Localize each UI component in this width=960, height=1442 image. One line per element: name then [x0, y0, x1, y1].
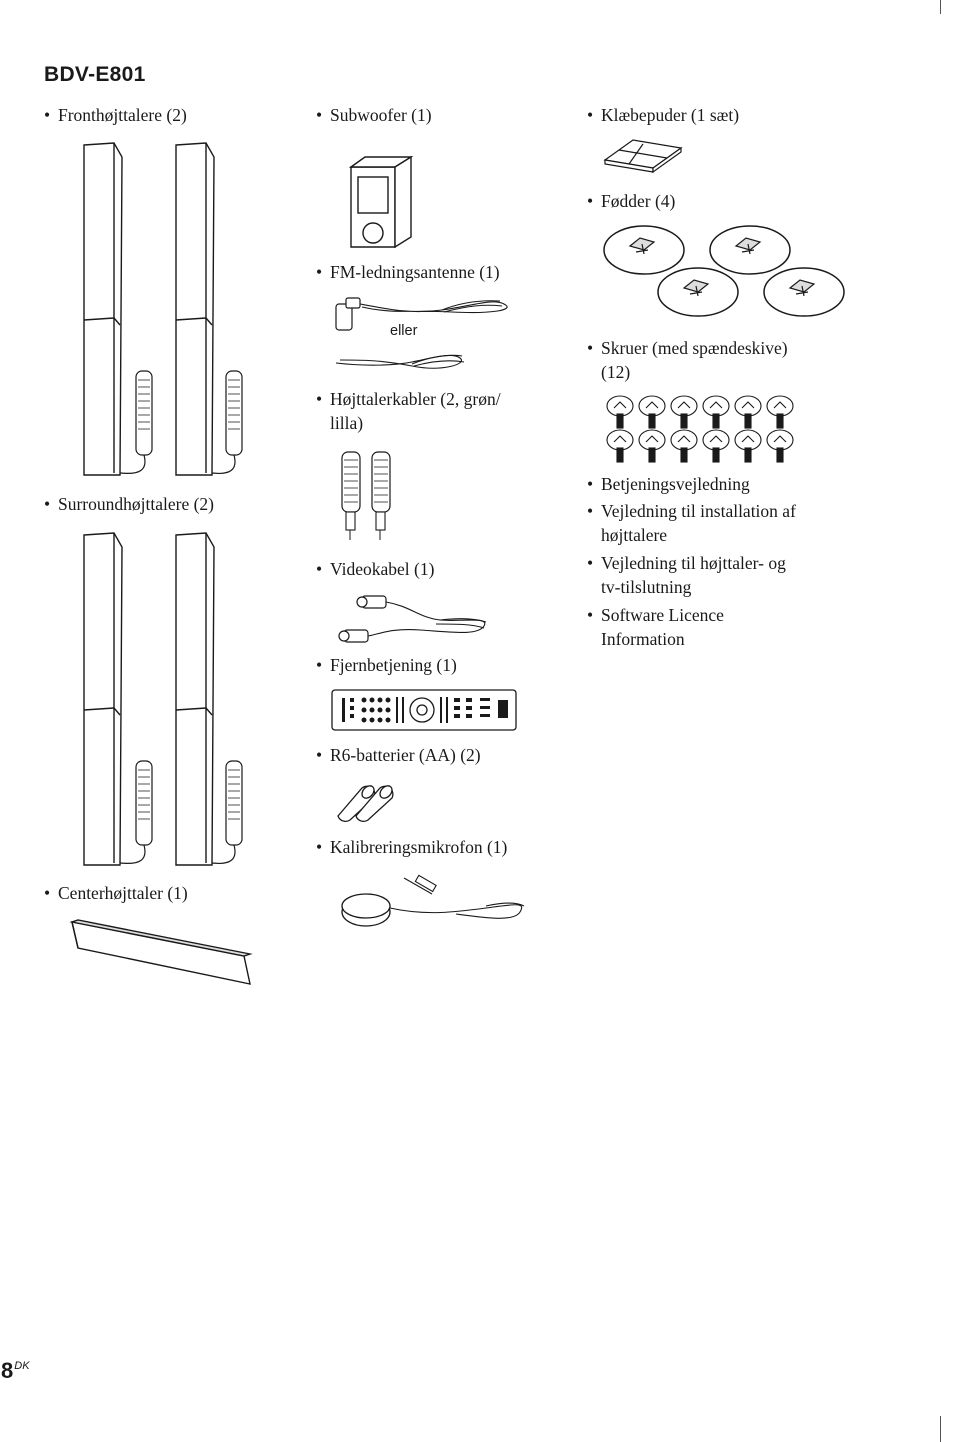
feet-illustration	[600, 222, 850, 322]
model-title: BDV-E801	[44, 63, 146, 86]
fm-antenna-illustration	[332, 292, 512, 337]
item-feet: • Fødder (4)	[587, 191, 676, 211]
speaker-cables-illustration	[336, 448, 416, 548]
remote-illustration	[330, 688, 520, 732]
item-connection-guide: • Vejledning til højttaler- og tv-tilslutning	[587, 553, 786, 597]
item-center-speaker: • Centerhøjttaler (1)	[44, 883, 188, 903]
item-surround-speakers: • Surroundhøjttalere (2)	[44, 494, 214, 514]
item-screws: • Skruer (med spændeskive) (12)	[587, 338, 788, 382]
screws-illustration	[604, 394, 804, 464]
page-number: $8^{DK}$	[1, 1358, 30, 1383]
item-batteries: • R6-batterier (AA) (2)	[316, 745, 481, 765]
item-operating-instructions: • Betjeningsvejledning	[587, 474, 750, 494]
item-video-cable: • Videokabel (1)	[316, 559, 435, 579]
item-fm-antenna: • FM-ledningsantenne (1)	[316, 262, 500, 282]
item-software-licence: • Software Licence Information	[587, 605, 724, 649]
center-speaker-illustration	[70, 918, 260, 988]
crop-mark-top	[940, 0, 941, 14]
item-speaker-cables: • Højttalerkabler (2, grøn/ lilla)	[316, 389, 501, 433]
item-subwoofer: • Subwoofer (1)	[316, 105, 432, 125]
crop-mark-bottom	[940, 1416, 941, 1442]
subwoofer-illustration	[345, 153, 435, 248]
pads-illustration	[603, 138, 683, 173]
item-pads: • Klæbepuder (1 sæt)	[587, 105, 740, 125]
item-front-speakers: • Fronthøjttalere (2)	[44, 105, 187, 125]
surround-speakers-illustration	[70, 525, 330, 875]
video-cable-illustration	[340, 590, 500, 650]
microphone-illustration	[336, 868, 536, 938]
item-microphone: • Kalibreringsmikrofon (1)	[316, 837, 508, 857]
batteries-illustration	[332, 780, 402, 820]
fm-antenna-alt-illustration	[332, 348, 472, 378]
item-remote: • Fjernbetjening (1)	[316, 655, 457, 675]
front-speakers-illustration	[70, 135, 330, 485]
item-install-guide: • Vejledning til installation af højttalere	[587, 501, 796, 545]
or-label: eller	[390, 323, 418, 339]
